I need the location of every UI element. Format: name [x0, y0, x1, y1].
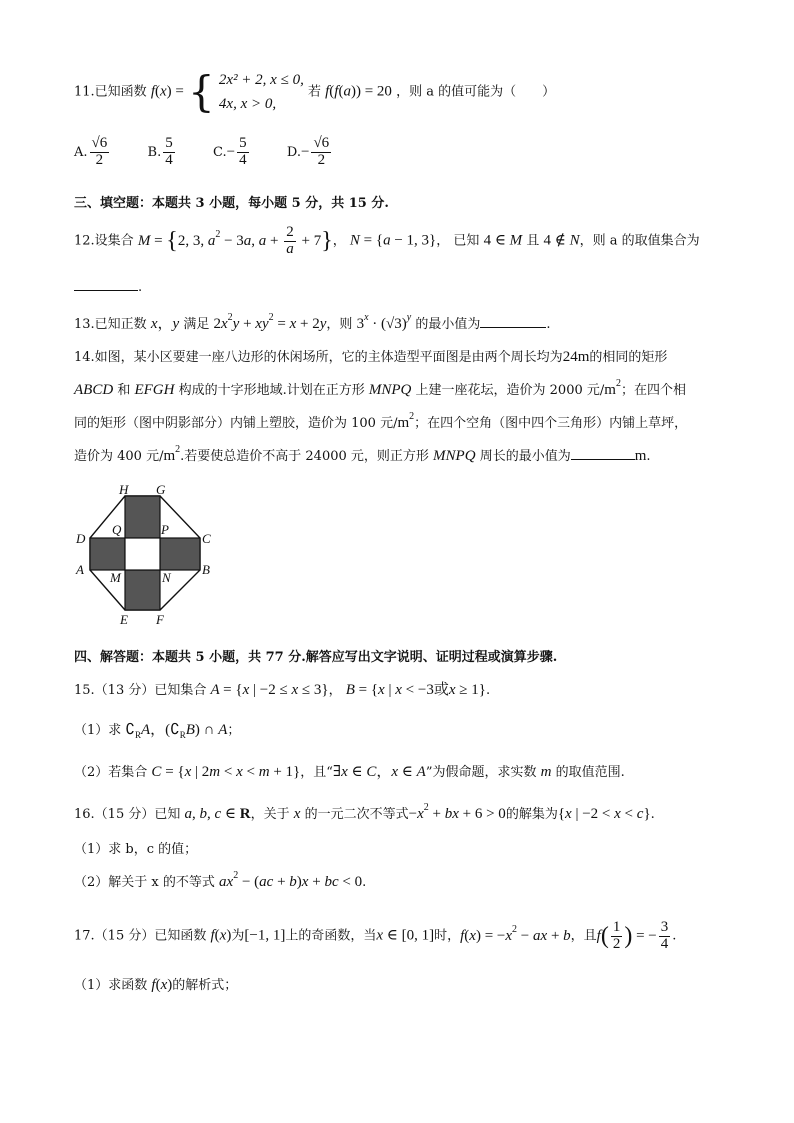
shaded-left [90, 538, 125, 570]
q16-x: x [293, 806, 301, 822]
q15-p2c: ”为假命题，求实数 [425, 765, 537, 780]
q13-answer-blank[interactable] [480, 327, 546, 328]
q13-eq: $2x^2y + xy^2 = x + 2y$ [213, 312, 327, 332]
label-g: G [156, 482, 166, 497]
q15-prop: ∃x ∈ C，x ∈ A [332, 764, 426, 780]
q11-lead: 11.已知函数 [74, 84, 147, 100]
shaded-right [160, 538, 200, 570]
q17-part1 [74, 974, 237, 994]
q16-text2: 的一元二次不等式 [304, 807, 409, 822]
q14-rect1: ABCD [74, 382, 114, 398]
q14-figure [70, 482, 220, 628]
q16-vars: a, b, c ∈ R [184, 806, 251, 822]
q17-lead: 17.（15 分）已知函数 [74, 928, 207, 944]
q17-def: $f(x) = -x^2$ − ax + b [460, 923, 571, 944]
q14-line2c: 上建一座花坛，造价为 2000 元/ [415, 383, 605, 398]
q11-mid: 若 [307, 84, 321, 100]
label-c: C [202, 531, 211, 546]
q15-part1: （1）求 $∁_RA$，$(∁_RB)$ ∩ A； [74, 722, 241, 740]
q17-p1: （1）求函数 [74, 978, 148, 993]
label-q: Q [112, 522, 122, 537]
option-a-label: A. [74, 144, 88, 160]
label-m: M [110, 570, 121, 585]
label-n: N [162, 570, 171, 585]
q12-tail: ，则 a 的取值集合为 [579, 233, 700, 249]
q14-line3: 同的矩形（图中阴影部分）内铺上塑胶，造价为 100 元$/m^2$；在四个空角（图中四个三角形）内铺上草坪， [74, 411, 688, 431]
q11-stem [74, 68, 555, 116]
q12-cond1: 4 ∈ M [483, 232, 523, 249]
q16-text3: 的解集为 [505, 807, 558, 822]
q14-square-2: MNPQ [433, 448, 476, 464]
q12-set-n: N = {a − 1, 3} [349, 232, 437, 249]
q17-f: f(x) [210, 927, 232, 944]
option-b-label: B. [147, 144, 162, 160]
q15-lead: 15.（13 分）已知集合 [74, 683, 207, 698]
q13-text2: ，则 [326, 317, 353, 332]
q16-p2-ineq: $ax^2 - (ac + b)x$ + bc < 0 [219, 870, 363, 890]
label-b: B [202, 562, 210, 577]
label-a: A [76, 562, 84, 577]
q14-line2: ABCD 和 EFGH 构成的十字形地域.计划在正方形 MNPQ 上建一座花坛，造价为 2000 元$/m^2$；在四个相 [74, 378, 686, 398]
q11-f: f(x) = [150, 83, 184, 100]
option-d[interactable]: D.− $\frac{√6}{2}$ [286, 135, 330, 168]
q14-line4c: 周长的最小值为 [479, 449, 571, 464]
q12-cond2: 4 ∉ N [543, 232, 580, 249]
q17-text4: ，且 [570, 928, 597, 944]
section3-heading: 三、填空题：本题共 3 小题，每小题 5 分，共 15 分. [74, 196, 389, 211]
q16-part2: （2）解关于 x 的不等式 $ax^2 - (ac + b)x$ + bc < 0. [74, 870, 367, 890]
q15-set-c: C = {x | 2m < x < m + 1} [151, 764, 301, 780]
q14-line2d: ；在四个相 [620, 383, 686, 398]
q14-line1b-text: 的相同的矩形 [589, 350, 668, 365]
q17-text2: 上的奇函数，当 [285, 928, 377, 944]
label-f: F [156, 612, 164, 627]
q12-text2: 且 [526, 233, 540, 249]
q13-text: 满足 [183, 317, 210, 332]
q15-part2 [74, 760, 625, 781]
q12-answer-blank[interactable]: . [74, 280, 142, 295]
label-e: E [120, 612, 128, 627]
q15-p1-expr: $∁_RA$，$(∁_RB)$ ∩ A [125, 722, 228, 740]
q15-p1: （1）求 [74, 723, 122, 738]
q14-perimeter: 24m [562, 349, 590, 365]
option-d-label: D. [286, 144, 301, 160]
q15-stem: 15.（13 分）已知集合 A = {x | −2 ≤ x ≤ 3}， B = {x | x < −3或x ≥ 1}. [74, 682, 491, 698]
q14-unit: m [634, 448, 647, 464]
q16-ineq: $-x^2$ + bx + 6 > 0 [408, 802, 506, 822]
q13-lead: 13.已知正数 [74, 317, 147, 332]
option-c-label: C. [213, 144, 227, 160]
q14-rect2: EFGH [134, 382, 175, 398]
q12-set-m: M = {2, 3, $a^2 - 3a$, a + $\frac{2}{a}$ + 7} [137, 224, 333, 257]
q14-answer-blank[interactable] [571, 459, 635, 460]
q13-expr: $3^x \cdot (√3)^y$ [356, 312, 412, 332]
q16-stem: 16.（15 分）已知 a, b, c ∈ R，关于 x 的一元二次不等式$-x^2$ + bx + 6 > 0的解集为{x | −2 < x < c}. [74, 802, 655, 822]
q16-part1: （1）求 b，c 的值； [74, 842, 198, 857]
option-c[interactable]: C.− $\frac{5}{4}$ [213, 135, 247, 168]
q17-p1b: 的解析式； [172, 978, 238, 993]
q12-lead: 12.设集合 [74, 233, 134, 249]
q15-set-a: A = {x | −2 ≤ x ≤ 3} [210, 682, 329, 698]
q17-domain: [−1, 1] [244, 927, 286, 944]
center-square [125, 538, 160, 570]
q16-text: ，关于 [250, 807, 290, 822]
option-a[interactable]: A. $\frac{√6}{2}$ [74, 135, 108, 168]
q15-var-m: m [540, 764, 552, 780]
q15-p2d: 的取值范围. [555, 765, 625, 780]
shaded-bottom [125, 570, 160, 610]
q15-p2a: （2）若集合 [74, 765, 148, 780]
q14-line2a: 和 [117, 383, 131, 398]
q11-brace: { [188, 67, 215, 116]
label-d: D [76, 531, 86, 546]
q11-eq: f(f(a)) = 20 [325, 83, 392, 100]
q15-set-b: B = {x | x < −3或x ≥ 1} [345, 682, 486, 698]
label-h: H [119, 482, 129, 497]
q13-stem: 13.已知正数 x，y 满足 $2x^2y + xy^2 = x + 2y$，则 $3^x \cdot (√3)^y$ 的最小值为 . [74, 312, 551, 332]
q17-p1-f: f(x) [151, 977, 173, 993]
q14-line4: 造价为 400 元$/m^2$.若要使总造价不高于 24000 元，则正方形 MNPQ 周长的最小值为 m. [74, 444, 651, 464]
q13-tail: 的最小值为 [415, 317, 481, 332]
q14-square: MNPQ [368, 382, 412, 398]
q11-piece1: 2x² + 2, x ≤ 0, [218, 72, 304, 88]
q14-line1-text: 14.如图，某小区要建一座八边形的休闲场所，它的主体造型平面图是由两个周长均为 [74, 350, 563, 365]
q16-p2: （2）解关于 x 的不等式 [74, 875, 215, 890]
q11-tail: ，则 a 的值可能为（ ） [396, 84, 556, 100]
q14-line3b: ；在四个空角（图中四个三角形）内铺上草坪， [414, 416, 688, 431]
q17-stem: 17.（15 分）已知函数 f(x)为[−1, 1]上的奇函数，当x ∈ [0, 1]时，$f(x) = -x^2$ − ax + b，且f( $\frac{1}{2}$ ) = − $\frac{3}{4}$ . [74, 919, 677, 952]
q16-solution: {x | −2 < x < c} [557, 806, 651, 822]
q14-line4a: 造价为 400 元/ [74, 449, 164, 464]
q14-line4b: .若要使总造价不高于 24000 元，则正方形 [180, 449, 429, 464]
q17-cond: x ∈ [0, 1] [376, 927, 435, 944]
q14-line3a: 同的矩形（图中阴影部分）内铺上塑胶，造价为 100 元/ [74, 416, 398, 431]
section4-heading: 四、解答题：本题共 5 小题，共 77 分.解答应写出文字说明、证明过程或演算步骤. [74, 650, 558, 665]
q11-piece2: 4x, x > 0, [218, 96, 277, 112]
q14-line1 [74, 346, 667, 366]
q14-line2b: 构成的十字形地域.计划在正方形 [178, 383, 365, 398]
q12-text: 已知 [453, 233, 480, 249]
q12-stem: 12.设集合 M = {2, 3, $a^2 - 3a$, a + $\frac{2}{a}$ + 7}， N = {a − 1, 3}， 已知 4 ∈ M 且 4 ∉ N，则 a 的取值集合为 [74, 224, 700, 257]
q17-text: 为 [231, 928, 245, 944]
label-p: P [161, 522, 169, 537]
q17-text3: 时， [434, 928, 461, 944]
q15-p2b: ，且“ [300, 765, 333, 780]
q17-value: f( $\frac{1}{2}$ ) = − $\frac{3}{4}$ [596, 919, 669, 952]
shaded-top [125, 496, 160, 538]
q13-vars: x，y [150, 316, 180, 332]
q11-pieces [219, 68, 304, 116]
option-b[interactable]: B. $\frac{5}{4}$ [147, 135, 173, 168]
q11-options [74, 136, 333, 169]
q16-lead: 16.（15 分）已知 [74, 807, 181, 822]
